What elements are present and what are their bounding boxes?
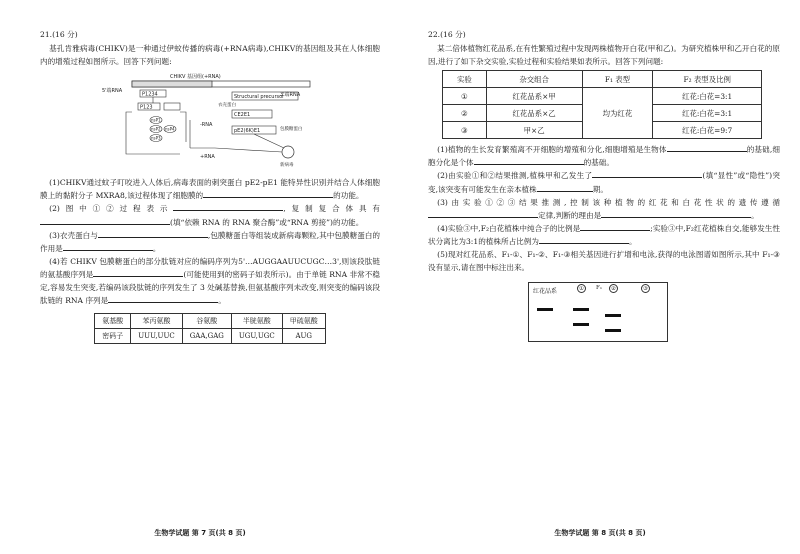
- gel-band: [573, 323, 589, 326]
- cross-header: F₁ 表型: [582, 71, 653, 88]
- ce2-label: CE2E1: [234, 112, 251, 119]
- codon-table-row: [95, 329, 325, 344]
- p1234-label: P1234: [142, 91, 158, 98]
- cross-header: 杂交组合: [486, 71, 582, 88]
- codon-cell: AUG: [282, 329, 325, 344]
- f1-cell: 均为红花: [582, 88, 653, 139]
- cross-header: F₂ 表型及比例: [653, 71, 762, 88]
- q21-part4: (4)若 CHIKV 包膜糖蛋白的部分肽链对应的编码序列为5'…AUGGAAUUCUGC…3',则该段肽链的氨基酸序列是 (可能使用到的密码子如表所示)。由于单链 RNA 非常不稳定,容易发生突变,若编码该段肽链的序列发生了 3 处碱基替换,但氨基酸序列未改变,则突变的编码该段肽链的 RNA 序列是 。: [40, 256, 380, 306]
- q22-part1: (1)植物的生长发育繁殖离不开细胞的增殖和分化,细胞增殖是生物体 的基础,细胞分化是个体 的基础。: [428, 145, 780, 168]
- gel-lane-label-red: 红花品系: [533, 288, 558, 296]
- gel-band: [605, 314, 621, 317]
- q22-header: 22.(16 分): [428, 30, 466, 39]
- cross-table-row: ① 红花品系×甲 均为红花 红花:白花=3:1: [443, 88, 762, 105]
- codon-header: 半胱氨酸: [231, 314, 282, 329]
- page-footer: 生物学试题 第 8 页(共 8 页): [554, 529, 646, 537]
- structural-label: Structural precursor: [234, 94, 285, 101]
- gel-f1-label: F₁: [596, 285, 603, 292]
- p123-label: P123: [140, 104, 153, 111]
- nsp1-label: nsP1: [151, 117, 161, 123]
- q21-part1: (1)CHIKV通过蚊子叮咬进入人体后,病毒表面的刺突蛋白 pE2-pE1 能特异性识别并结合人体细胞膜上的黏附分子 MXRA8,该过程体现了细胞膜的 的功能。: [40, 178, 380, 201]
- codon-header: 氨基酸: [95, 314, 131, 329]
- minus-rna-label: -RNA: [200, 122, 213, 129]
- codon-cell: UUU,UUC: [131, 329, 182, 344]
- gel-band: [537, 308, 553, 311]
- pe2-label: pE2(6K)E1: [234, 128, 261, 135]
- plus-rna-label: +RNA: [200, 154, 215, 161]
- chikv-replication-svg: [40, 72, 380, 170]
- cross-table-header-row: [443, 71, 762, 88]
- codon-table: [94, 313, 325, 344]
- gel-lane-label: ③: [641, 284, 650, 293]
- cross-table-row: ② 红花品系×乙 红花:白花=3:1: [443, 105, 762, 122]
- question-21: [40, 28, 380, 344]
- codon-row-label: 密码子: [95, 329, 131, 344]
- codon-table-header-row: [95, 314, 325, 329]
- q22-intro: 某二倍体植物红花品系,在有性繁殖过程中发现两株植物开白花(甲和乙)。为研究植株甲和乙开白花的原因,进行了如下杂交实验,实验过程和实验结果如表所示。回答下列问题:: [428, 44, 780, 67]
- q21-part2: (2)图中①②过程表示 ,复制复合体具有(填“依赖 RNA 的 RNA 聚合酶”或“RNA 剪接”)的功能。: [40, 202, 380, 228]
- rna5-label: 5'端RNA: [102, 88, 123, 95]
- q21-header: 21.(16 分): [40, 30, 78, 39]
- codon-header: 甲硫氨酸: [282, 314, 325, 329]
- q21-intro: 基孔肯雅病毒(CHIKV)是一种通过伊蚊传播的病毒(+RNA病毒),CHIKV的基因组及其在人体细胞内的增殖过程如图所示。回答下列问题:: [40, 44, 380, 67]
- q22-part2: (2)由实验①和②结果推测,植株甲和乙发生了 (填“显性”或“隐性”)突变,该突变有可能发生在亲本植株 期。: [428, 171, 781, 194]
- gel-lane-label: ①: [577, 284, 586, 293]
- page-footer: 生物学试题 第 7 页(共 8 页): [154, 529, 246, 537]
- q22-part4: (4)实验③中,F₂白花植株中纯合子的比例是 ;实验③中,F₂红花植株自交,能够发生性状分离比为3:1的植株所占比例为 。: [428, 223, 780, 246]
- q22-part5: (5)现对红花品系、F₁-①、F₁-②、F₁-③相关基因进行扩增和电泳,获得的电泳图谱如图所示,其中 F₁-③没有显示,请在图中标注出来。: [428, 250, 780, 273]
- chikv-diagram: [40, 72, 380, 170]
- gel-lane-label: ②: [609, 284, 618, 293]
- codon-header: 苯丙氨酸: [131, 314, 182, 329]
- page-8: [400, 0, 800, 554]
- new-virus-label: 新病毒: [280, 163, 294, 169]
- q22-part3: (3)由实验①②③结果推测,控制该种植物的红花和白花性状的遗传遵循定律,判断的理由是 。: [428, 196, 780, 222]
- cross-table: [442, 70, 762, 139]
- capsid-label: 衣壳蛋白: [218, 103, 236, 109]
- cross-table-row: ③ 甲×乙 红花:白花=9:7: [443, 122, 762, 139]
- nsp3-label: nsP3: [151, 135, 161, 141]
- gel-band: [605, 329, 621, 332]
- nsp4-label: nsP4: [165, 126, 175, 132]
- cross-header: 实验: [443, 71, 487, 88]
- codon-cell: UGU,UGC: [231, 329, 282, 344]
- gel-wrapper: [428, 282, 780, 352]
- electrophoresis-gel: [528, 282, 668, 342]
- gel-band: [573, 308, 589, 311]
- codon-cell: GAA,GAG: [182, 329, 231, 344]
- nsp2-label: nsP2: [151, 126, 161, 132]
- rna3-label: 3'端RNA: [280, 92, 301, 99]
- diagram-title: CHIKV 基因组(+RNA): [170, 74, 221, 81]
- q21-part3: (3)衣壳蛋白与 ,包膜糖蛋白等组装成新病毒颗粒,其中包膜糖蛋白的作用是 。: [40, 230, 380, 253]
- question-22: [428, 28, 780, 352]
- codon-header: 谷氨酸: [182, 314, 231, 329]
- glyco-label: 包膜糖蛋白: [280, 127, 303, 133]
